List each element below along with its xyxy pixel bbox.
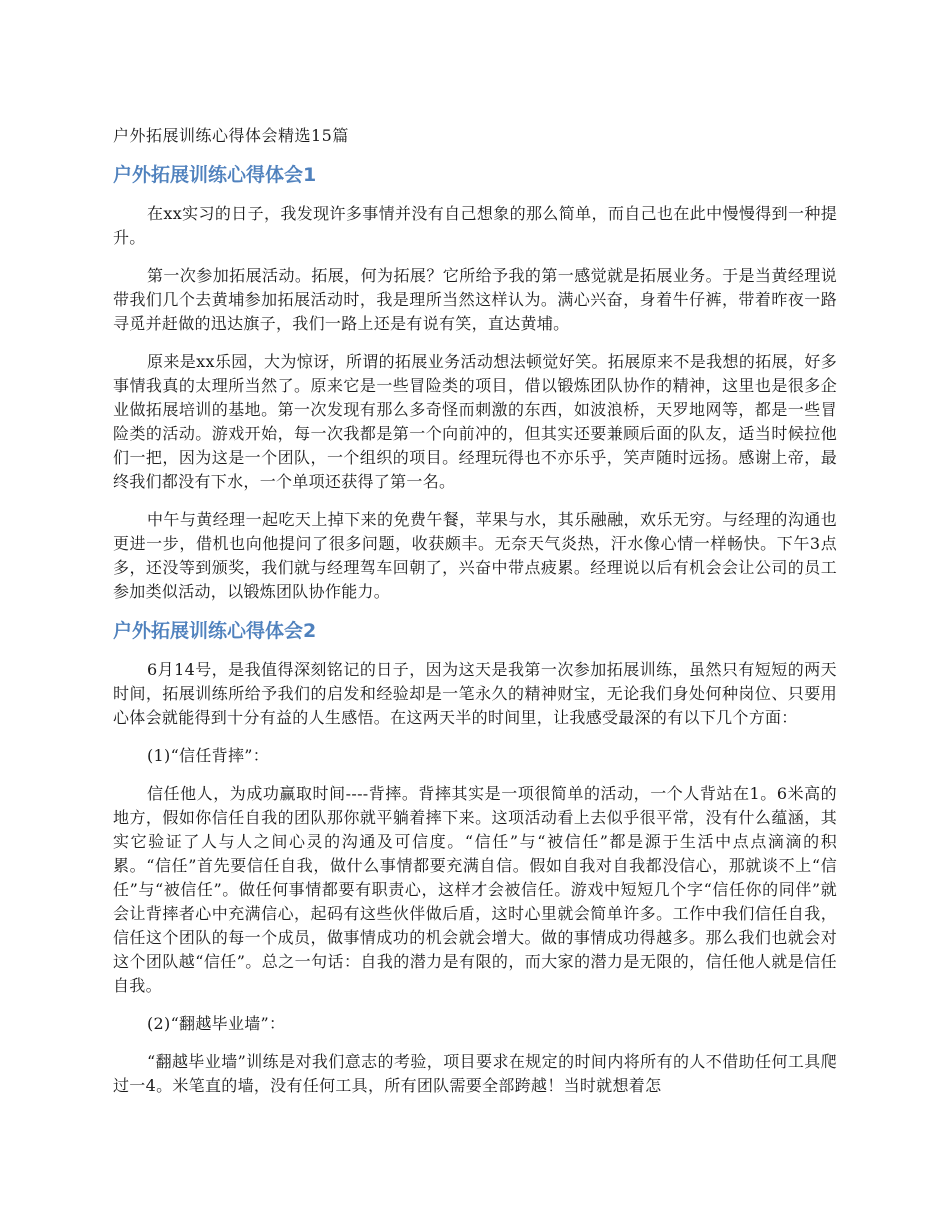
list-item-heading: (2)“翻越毕业墙”：	[147, 1014, 286, 1033]
paragraph: 在xx实习的日子，我发现许多事情并没有自己想象的那么简单，而自己也在此中慢慢得到一种提升。	[113, 204, 837, 247]
list-item-heading: (1)“信任背摔”：	[147, 746, 270, 765]
paragraph: 6月14号，是我值得深刻铭记的日子，因为这天是我第一次参加拓展训练，虽然只有短短的两天时间，拓展训练所给予我们的启发和经验却是一笔永久的精神财宝，无论我们身处何种岗位、只要用心体会就能得到十分有益的人生感悟。在这两天半的时间里，让我感受最深的有以下几个方面：	[113, 660, 837, 727]
document-title: 户外拓展训练心得体会精选15篇	[113, 126, 349, 145]
paragraph: 原来是xx乐园，大为惊讶，所谓的拓展业务活动想法顿觉好笑。拓展原来不是我想的拓展，好多事情我真的太理所当然了。原来它是一些冒险类的项目，借以锻炼团队协作的精神，这里也是很多企业做拓展培训的基地。第一次发现有那么多奇怪而刺激的东西，如波浪桥，天罗地网等，都是一些冒险类的活动。游戏开始，每一次我都是第一个向前冲的，但其实还要兼顾后面的队友，适当时候拉他们一把，因为这是一个团队，一个组织的项目。经理玩得也不亦乐乎，笑声随时远扬。感谢上帝，最终我们都没有下水，一个单项还获得了第一名。	[113, 352, 837, 491]
document-page	[113, 124, 837, 1112]
paragraph: 第一次参加拓展活动。拓展，何为拓展？它所给予我的第一感觉就是拓展业务。于是当黄经理说带我们几个去黄埔参加拓展活动时，我是理所当然这样认为。满心兴奋，身着牛仔裤，带着昨夜一路寻觅并赶做的迅达旗子，我们一路上还是有说有笑，直达黄埔。	[113, 266, 837, 333]
section-2	[113, 618, 837, 1098]
paragraph: 信任他人，为成功赢取时间----背摔。背摔其实是一项很简单的活动，一个人背站在1。6米高的地方，假如你信任自我的团队那你就平躺着摔下来。这项活动看上去似乎很平常，没有什么蕴涵，其实它验证了人与人之间心灵的沟通及可信度。“信任”与“被信任”都是源于生活中点点滴滴的积累。“信任”首先要信任自我，做什么事情都要充满自信。假如自我对自我都没信心，那就谈不上“信任”与“被信任”。做任何事情都要有职责心，这样才会被信任。游戏中短短几个字“信任你的同伴”就会让背摔者心中充满信心，起码有这些伙伴做后盾，这时心里就会简单许多。工作中我们信任自我，信任这个团队的每一个成员，做事情成功的机会就会增大。做的事情成功得越多。那么我们也就会对这个团队越“信任”。总之一句话：自我的潜力是有限的，而大家的潜力是无限的，信任他人就是信任自我。	[113, 784, 837, 995]
section-heading: 户外拓展训练心得体会1	[113, 164, 317, 186]
paragraph: 中午与黄经理一起吃天上掉下来的免费午餐，苹果与水，其乐融融，欢乐无穷。与经理的沟通也更进一步，借机也向他提问了很多问题，收获颇丰。无奈天气炎热，汗水像心情一样畅快。下午3点多，还没等到颁奖，我们就与经理驾车回朝了，兴奋中带点疲累。经理说以后有机会会让公司的员工参加类似活动，以锻炼团队协作能力。	[113, 510, 837, 601]
section-1	[113, 162, 837, 604]
section-heading: 户外拓展训练心得体会2	[113, 620, 317, 642]
paragraph: “翻越毕业墙”训练是对我们意志的考验，项目要求在规定的时间内将所有的人不借助任何工具爬过一4。米笔直的墙，没有任何工具，所有团队需要全部跨越！当时就想着怎	[113, 1052, 837, 1095]
